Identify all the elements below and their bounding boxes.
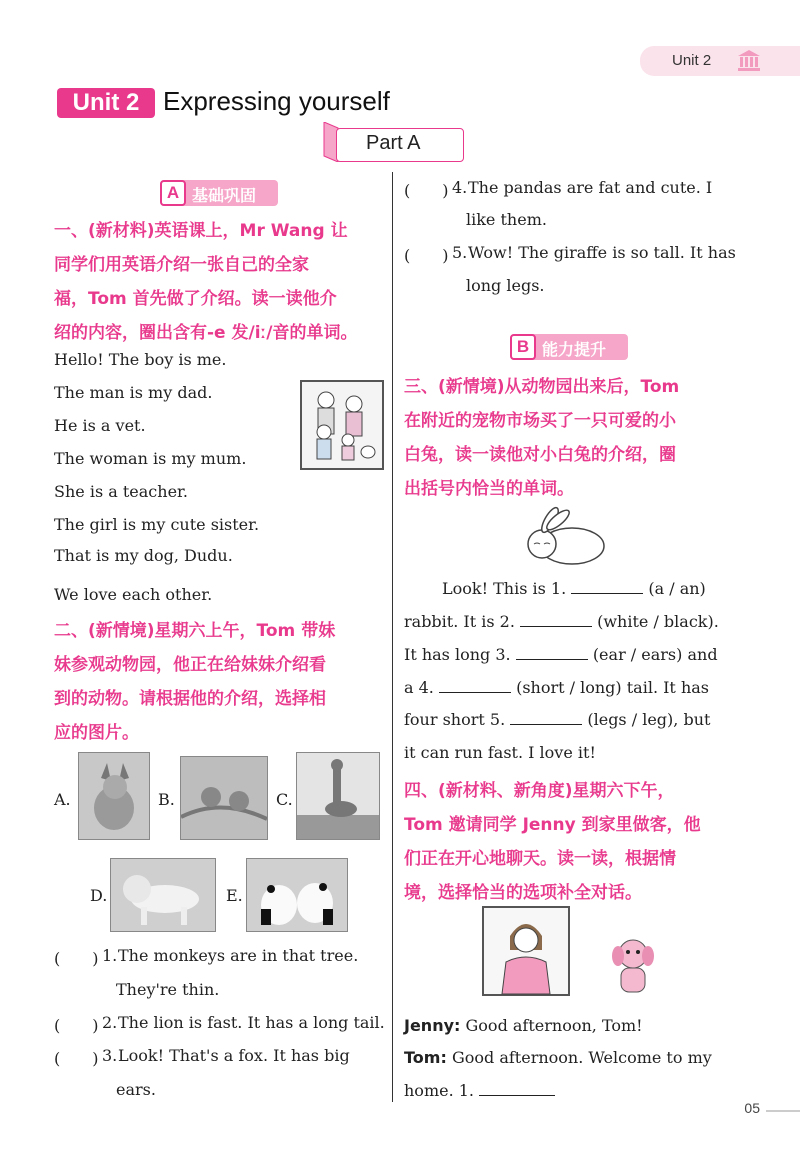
option-label: E. bbox=[226, 886, 243, 905]
q2-item-4-text: The pandas are fat and cute. I bbox=[468, 178, 713, 197]
q3-prompt-line: 三、(新情境)从动物园出来后，Tom bbox=[404, 377, 680, 397]
q2-item-4-cont: like them. bbox=[466, 210, 547, 229]
q1-prompt-line: 福，Tom 首先做了介绍。读一读他介 bbox=[54, 289, 337, 309]
q2-item-4-paren[interactable]: ( ) bbox=[404, 181, 449, 200]
q1-line: We love each other. bbox=[54, 585, 213, 604]
q1-line: She is a teacher. bbox=[54, 482, 189, 501]
q3-line-4 bbox=[404, 678, 709, 697]
q3-choice: (legs / leg), but bbox=[587, 710, 711, 729]
q3-line-3 bbox=[404, 645, 718, 664]
blank-5[interactable] bbox=[510, 710, 582, 725]
q3-text: Look! This is 1. bbox=[442, 579, 567, 598]
dialog-text: home. 1. bbox=[404, 1081, 475, 1100]
dialog-line-3 bbox=[404, 1081, 555, 1100]
q1-prompt-line: 同学们用英语介绍一张自己的全家 bbox=[54, 255, 309, 275]
blank-4[interactable] bbox=[439, 678, 511, 693]
q1-prompt-line: 绍的内容，圈出含有-e 发/iː/音的单词。 bbox=[54, 323, 358, 343]
q2-prompt-line: 妹参观动物园，他正在给妹妹介绍看 bbox=[54, 655, 326, 675]
q3-choice: (short / long) tail. It has bbox=[516, 678, 709, 697]
q1-line: He is a vet. bbox=[54, 416, 146, 435]
dialog-text: Good afternoon. Welcome to my bbox=[451, 1048, 712, 1067]
page-number: 05 bbox=[744, 1100, 760, 1116]
fox-photo bbox=[78, 752, 150, 840]
q3-prompt-line: 在附近的宠物市场买了一只可爱的小 bbox=[404, 411, 676, 431]
q3-choice: (ear / ears) and bbox=[592, 645, 718, 664]
section-a-label: 基础巩固 bbox=[192, 186, 257, 205]
q2-item-2-paren[interactable]: ( ) bbox=[54, 1016, 99, 1035]
part-label: Part A bbox=[366, 132, 421, 154]
q3-line-1 bbox=[442, 579, 706, 598]
q2-item-4-num: 4. bbox=[452, 178, 468, 197]
q1-line: The girl is my cute sister. bbox=[54, 515, 260, 534]
section-a-letter: A bbox=[160, 180, 186, 206]
q3-text: It has long 3. bbox=[404, 645, 511, 664]
q2-item-3-paren[interactable]: ( ) bbox=[54, 1049, 99, 1068]
q3-line-5 bbox=[404, 710, 710, 729]
unit-tab bbox=[640, 46, 800, 76]
unit-tab-label: Unit 2 bbox=[672, 52, 712, 69]
blank-2[interactable] bbox=[520, 612, 592, 627]
q3-prompt-line: 白兔，读一读他对小白兔的介绍，圈 bbox=[404, 445, 676, 465]
section-b-label: 能力提升 bbox=[542, 340, 607, 359]
q2-item-1-cont: They're thin. bbox=[116, 980, 220, 999]
q3-line-6: it can run fast. I love it! bbox=[404, 743, 596, 762]
pandas-photo bbox=[246, 858, 348, 932]
option-label: A. bbox=[54, 790, 71, 809]
q2-item-1-num: 1. bbox=[102, 946, 118, 965]
dialog-line-1 bbox=[404, 1016, 643, 1035]
q3-choice: (a / an) bbox=[648, 579, 706, 598]
family-photo-illustration bbox=[300, 380, 384, 470]
q1-line: Hello! The boy is me. bbox=[54, 350, 227, 369]
q2-item-2-num: 2. bbox=[102, 1013, 118, 1032]
unit-title: Expressing yourself bbox=[163, 86, 390, 116]
q2-item-1-paren[interactable]: ( ) bbox=[54, 949, 99, 968]
dialog-line-2 bbox=[404, 1048, 712, 1067]
q3-prompt-line: 出括号内恰当的单词。 bbox=[404, 479, 574, 499]
q2-item-5-paren[interactable]: ( ) bbox=[404, 246, 449, 265]
q2-prompt-line: 到的动物。请根据他的介绍，选择相 bbox=[54, 689, 326, 709]
q2-item-5-cont: long legs. bbox=[466, 276, 545, 295]
q2-prompt-line: 二、(新情境)星期六上午，Tom 带妹 bbox=[54, 621, 336, 641]
option-label: D. bbox=[90, 886, 108, 905]
lion-photo bbox=[110, 858, 216, 932]
q2-item-5-text: Wow! The giraffe is so tall. It has bbox=[468, 243, 736, 262]
puppy-illustration bbox=[610, 934, 656, 998]
q2-item-5-num: 5. bbox=[452, 243, 468, 262]
dialog-text: Good afternoon, Tom! bbox=[465, 1016, 643, 1035]
speaker-jenny: Jenny: bbox=[404, 1016, 461, 1035]
q3-line-2 bbox=[404, 612, 719, 631]
q3-choice: (white / black). bbox=[597, 612, 719, 631]
q2-item-3-cont: ears. bbox=[116, 1080, 156, 1099]
q1-line: That is my dog, Dudu. bbox=[54, 546, 233, 565]
q3-text: a 4. bbox=[404, 678, 434, 697]
dialog-blank-1[interactable] bbox=[479, 1081, 555, 1096]
speaker-tom: Tom: bbox=[404, 1048, 447, 1067]
q1-line: The woman is my mum. bbox=[54, 449, 247, 468]
q2-item-3-text: Look! That's a fox. It has big bbox=[118, 1046, 350, 1065]
unit-badge: Unit 2 bbox=[57, 88, 155, 118]
jenny-illustration bbox=[482, 906, 570, 996]
giraffe-photo bbox=[296, 752, 380, 840]
section-b-letter: B bbox=[510, 334, 536, 360]
q4-prompt-line: 四、(新材料、新角度)星期六下午， bbox=[404, 781, 675, 801]
q4-prompt-line: Tom 邀请同学 Jenny 到家里做客，他 bbox=[404, 815, 701, 835]
building-icon bbox=[736, 48, 762, 72]
blank-1[interactable] bbox=[571, 579, 643, 594]
q4-prompt-line: 境，选择恰当的选项补全对话。 bbox=[404, 883, 642, 903]
monkeys-photo bbox=[180, 756, 268, 840]
option-label: C. bbox=[276, 790, 293, 809]
q2-item-2-text: The lion is fast. It has a long tail. bbox=[118, 1013, 385, 1032]
blank-3[interactable] bbox=[516, 645, 588, 660]
q2-item-3-num: 3. bbox=[102, 1046, 118, 1065]
q1-prompt-line: 一、(新材料)英语课上，Mr Wang 让 bbox=[54, 221, 348, 241]
q2-prompt-line: 应的图片。 bbox=[54, 723, 139, 743]
option-label: B. bbox=[158, 790, 175, 809]
q1-line: The man is my dad. bbox=[54, 383, 213, 402]
page-number-line bbox=[766, 1110, 800, 1112]
q2-item-1-text: The monkeys are in that tree. bbox=[118, 946, 359, 965]
rabbit-illustration bbox=[516, 506, 610, 566]
q3-text: rabbit. It is 2. bbox=[404, 612, 515, 631]
column-divider bbox=[392, 172, 393, 1102]
q4-prompt-line: 们正在开心地聊天。读一读，根据情 bbox=[404, 849, 676, 869]
q3-text: four short 5. bbox=[404, 710, 506, 729]
